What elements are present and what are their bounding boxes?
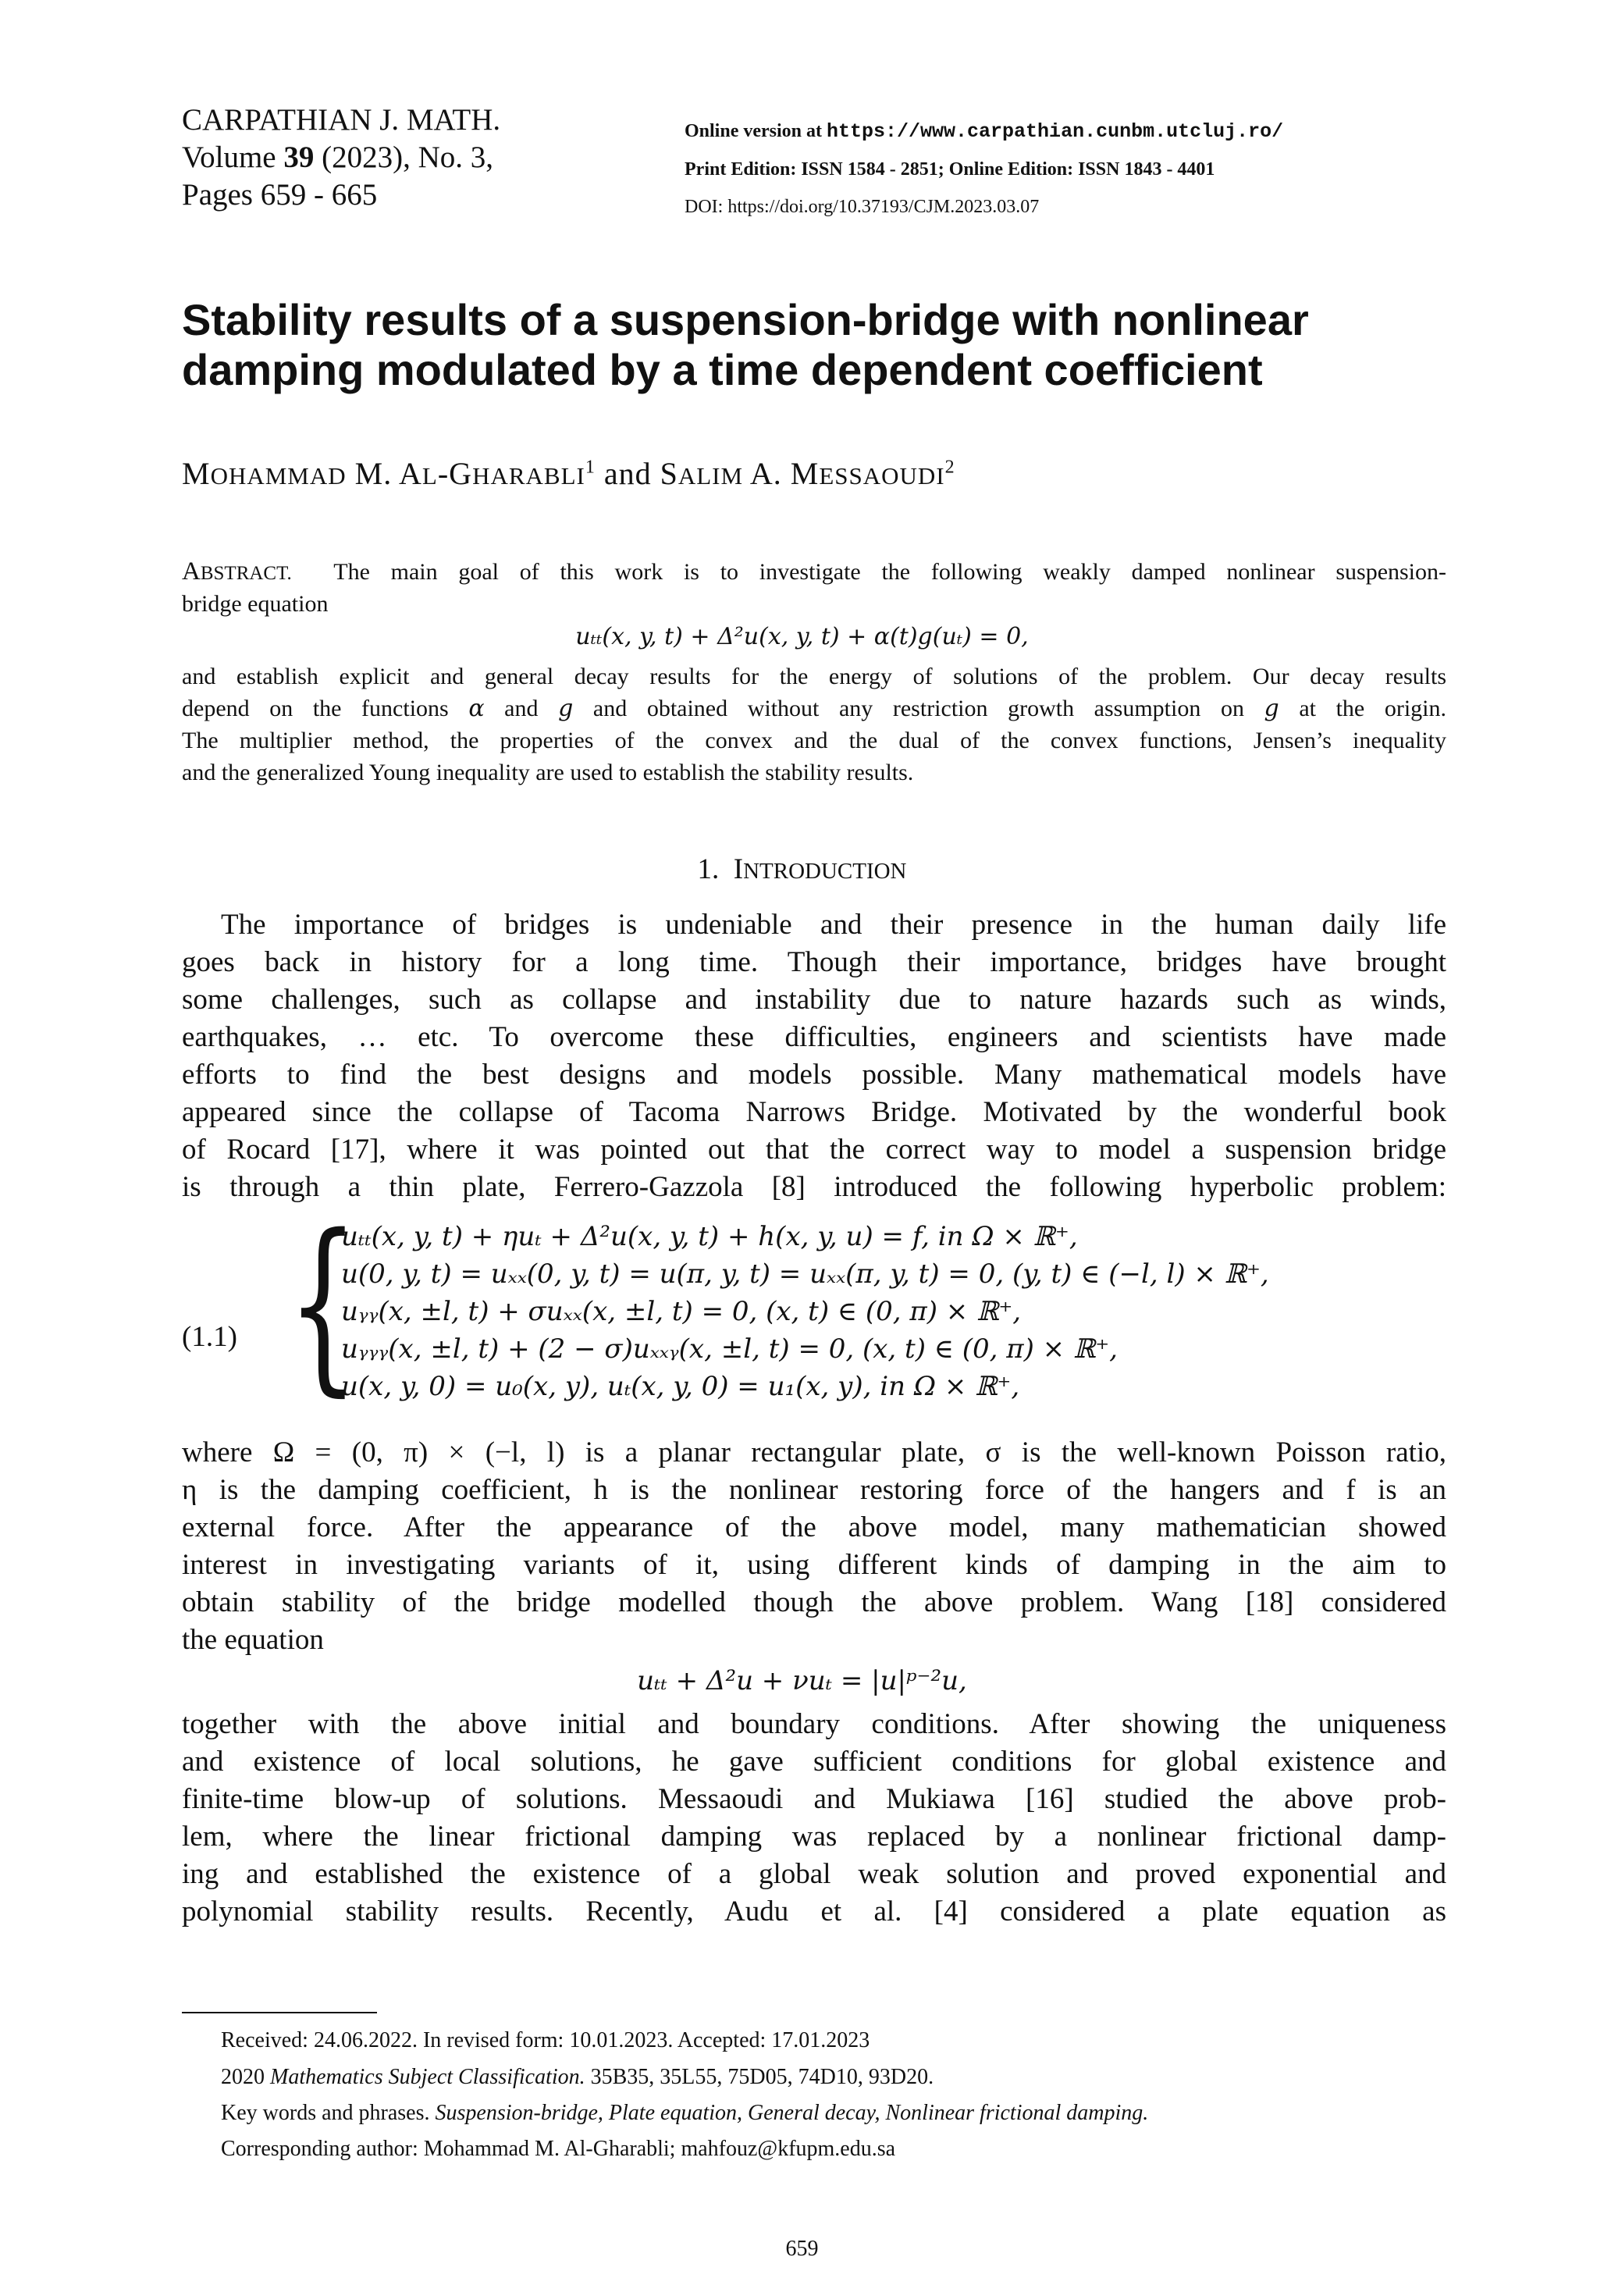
after-line-2: η is the damping coefficient, h is the nonlinear restoring force of the hangers and f is an (182, 1474, 1446, 1506)
abstract-line-2: bridge equation (182, 591, 329, 617)
footnote-received: Received: 24.06.2022. In revised form: 10.01.2023. Accepted: 17.01.2023 (221, 2028, 870, 2052)
abstract-label: ABSTRACT. (182, 557, 292, 586)
system-line-5: u(x, y, 0) = u₀(x, y), uₜ(x, y, 0) = u₁(x, y), in Ω × ℝ⁺, (341, 1371, 1020, 1402)
after-line-4: interest in investigating variants of it, using different kinds of damping in the aim to (182, 1549, 1446, 1581)
journal-pages: Pages 659 - 665 (182, 178, 378, 212)
journal-name: CARPATHIAN J. MATH. (182, 103, 501, 137)
final-line-5: ing and established the existence of a global weak solution and proved exponential and (182, 1858, 1446, 1890)
doi-link[interactable]: DOI: https://doi.org/10.37193/CJM.2023.03.07 (685, 197, 1040, 217)
page-number: 659 (785, 2237, 819, 2261)
intro-line-4: earthquakes, … etc. To overcome these difficulties, engineers and scientists have made (182, 1021, 1446, 1053)
equation-label: (1.1) (182, 1321, 237, 1353)
intro-line-8: is through a thin plate, Ferrero-Gazzola [8] introduced the following hyperbolic problem: (182, 1171, 1446, 1203)
final-line-6: polynomial stability results. Recently, Audu et al. [4] considered a plate equation as (182, 1896, 1446, 1928)
abstract-line-6: and the generalized Young inequality are used to establish the stability results. (182, 760, 914, 785)
author-1: MOHAMMAD M. AL-GHARABLI$^1$ (182, 456, 596, 491)
after-line-1: where Ω = (0, π) × (−l, l) is a planar rectangular plate, σ is the well-known Poisson ratio, (182, 1436, 1446, 1468)
system-line-2: u(0, y, t) = uₓₓ(0, y, t) = u(π, y, t) = uₓₓ(π, y, t) = 0, (y, t) ∈ (−l, l) × ℝ⁺, (341, 1258, 1269, 1290)
intro-line-3: some challenges, such as collapse and instability due to nature hazards such as winds, (182, 984, 1446, 1016)
intro-line-6: appeared since the collapse of Tacoma Narrows Bridge. Motivated by the wonderful book (182, 1096, 1446, 1128)
edition-info (685, 112, 1283, 226)
after-line-3: external force. After the appearance of the above model, many mathematician showed (182, 1511, 1446, 1543)
author-2: SALIM A. MESSAOUDI$^2$ (660, 456, 955, 491)
final-line-4: lem, where the linear frictional damping was replaced by a nonlinear frictional damp- (182, 1821, 1446, 1853)
footnote-keywords: Key words and phrases. Suspension-bridge, Plate equation, General decay, Nonlinear frictional damping. (221, 2101, 1149, 2125)
abstract-line-5: The multiplier method, the properties of the convex and the dual of the convex functions, Jensen’s inequality (182, 728, 1446, 753)
abstract-line-3: and establish explicit and general decay results for the energy of solutions of the problem. Our decay results (182, 664, 1446, 689)
paper-title: Stability results of a suspension-bridge with nonlinear damping modulated by a time dependent coefficient (182, 295, 1309, 394)
journal-volume: Volume 39 (2023), No. 3, (182, 141, 494, 174)
abstract-equation: uₜₜ(x, y, t) + Δ²u(x, y, t) + α(t)g(uₜ) = 0, (575, 623, 1029, 650)
left-brace: { (287, 1194, 359, 1413)
section-heading: 1. INTRODUCTION (697, 853, 907, 885)
final-line-3: finite-time blow-up of solutions. Messaoudi and Mukiawa [16] studied the above prob- (182, 1783, 1446, 1815)
wang-equation: uₜₜ + Δ²u + νuₜ = |u|ᵖ⁻²u, (637, 1665, 967, 1696)
issn-line: Print Edition: ISSN 1584 - 2851; Online Edition: ISSN 1843 - 4401 (685, 159, 1215, 180)
system-line-4: uᵧᵧᵧ(x, ±l, t) + (2 − σ)uₓₓᵧ(x, ±l, t) = 0, (x, t) ∈ (0, π) × ℝ⁺, (341, 1333, 1118, 1365)
abstract-line-1: ABSTRACT. The main goal of this work is to investigate the following weakly damped nonlinear suspension- (182, 557, 1447, 586)
final-line-2: and existence of local solutions, he gave sufficient conditions for global existence and (182, 1746, 1446, 1778)
footnote-msc: 2020 Mathematics Subject Classification. 35B35, 35L55, 75D05, 74D10, 93D20. (221, 2065, 934, 2089)
author-line: MOHAMMAD M. AL-GHARABLI$^1$ and SALIM A. MESSAOUDI$^2$ (182, 456, 955, 491)
online-url-link[interactable]: https://www.carpathian.cunbm.utcluj.ro/ (827, 120, 1284, 143)
intro-line-1: The importance of bridges is undeniable and their presence in the human daily life (221, 909, 1446, 941)
intro-line-5: efforts to find the best designs and models possible. Many mathematical models have (182, 1059, 1446, 1091)
footnote-corresponding: Corresponding author: Mohammad M. Al-Gharabli; mahfouz@kfupm.edu.sa (221, 2137, 896, 2161)
journal-info (182, 101, 500, 214)
final-line-1: together with the above initial and boundary conditions. After showing the uniqueness (182, 1708, 1446, 1740)
system-line-3: uᵧᵧ(x, ±l, t) + σuₓₓ(x, ±l, t) = 0, (x, t) ∈ (0, π) × ℝ⁺, (341, 1296, 1022, 1327)
intro-line-2: goes back in history for a long time. Though their importance, bridges have brought (182, 946, 1446, 978)
footnote-rule (182, 2012, 377, 2013)
after-line-6: the equation (182, 1624, 324, 1656)
system-line-1: uₜₜ(x, y, t) + ηuₜ + Δ²u(x, y, t) + h(x, y, u) = f, in Ω × ℝ⁺, (341, 1221, 1078, 1252)
after-line-5: obtain stability of the bridge modelled though the above problem. Wang [18] considered (182, 1586, 1446, 1618)
intro-line-7: of Rocard [17], where it was pointed out that the correct way to model a suspension bridge (182, 1134, 1446, 1166)
online-version: Online version at https://www.carpathian.cunbm.utcluj.ro/ (685, 120, 1284, 143)
abstract-line-4: depend on the functions α and g and obtained without any restriction growth assumption on g at the origin. (182, 695, 1447, 722)
